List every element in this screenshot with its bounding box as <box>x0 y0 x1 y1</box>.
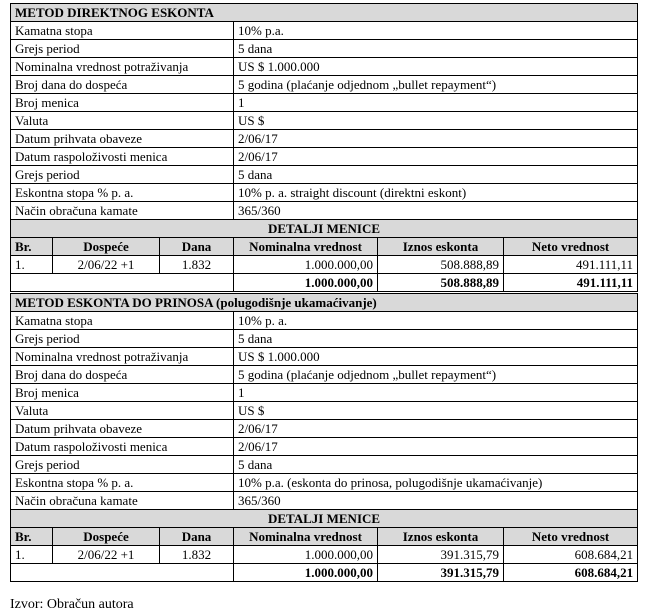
param-value: 5 dana <box>234 166 638 184</box>
param-row <box>11 148 638 166</box>
details-title: DETALJI MENICE <box>11 220 638 238</box>
param-value: 1 <box>234 384 638 402</box>
total-cell: 391.315,79 <box>378 564 504 582</box>
total-cell: 491.111,11 <box>504 274 638 292</box>
param-value: US $ 1.000.000 <box>234 348 638 366</box>
param-label: Grejs period <box>11 166 234 184</box>
table-row <box>11 546 638 564</box>
details-title-row <box>11 510 638 528</box>
param-value: 10% p. a. straight discount (direktni eskont) <box>234 184 638 202</box>
section-title: METOD DIREKTNOG ESKONTA <box>11 4 638 22</box>
param-value: 10% p.a. <box>234 22 638 40</box>
param-label: Grejs period <box>11 40 234 58</box>
param-row <box>11 402 638 420</box>
param-label: Valuta <box>11 402 234 420</box>
column-header: Iznos eskonta <box>378 238 504 256</box>
param-value: 5 dana <box>234 330 638 348</box>
table-cell: 391.315,79 <box>378 546 504 564</box>
param-row <box>11 202 638 220</box>
param-value: 5 godina (plaćanje odjednom „bullet repayment“) <box>234 76 638 94</box>
source-note: Izvor: Obračun autora <box>10 597 134 612</box>
param-row <box>11 130 638 148</box>
param-label: Datum raspoloživosti menica <box>11 438 234 456</box>
param-value: 2/06/17 <box>234 130 638 148</box>
param-row <box>11 22 638 40</box>
param-label: Način obračuna kamate <box>11 492 234 510</box>
section-title-row <box>11 4 638 22</box>
direct-discount-table <box>10 3 638 292</box>
table-body <box>11 294 638 582</box>
table-row <box>11 256 638 274</box>
param-value: 10% p.a. (eskonta do prinosa, polugodišnje ukamaćivanje) <box>234 474 638 492</box>
column-header: Dospeće <box>53 238 160 256</box>
param-label: Kamatna stopa <box>11 22 234 40</box>
param-row <box>11 184 638 202</box>
param-label: Broj dana do dospeća <box>11 366 234 384</box>
table-cell: 2/06/22 +1 <box>53 256 160 274</box>
totals-spacer <box>11 564 234 582</box>
param-label: Broj dana do dospeća <box>11 76 234 94</box>
param-value: 1 <box>234 94 638 112</box>
total-cell: 1.000.000,00 <box>234 274 378 292</box>
param-row <box>11 348 638 366</box>
param-value: 2/06/17 <box>234 148 638 166</box>
column-header: Br. <box>11 528 53 546</box>
param-value: 10% p. a. <box>234 312 638 330</box>
total-cell: 608.684,21 <box>504 564 638 582</box>
totals-row <box>11 274 638 292</box>
param-row <box>11 166 638 184</box>
table-cell: 2/06/22 +1 <box>53 546 160 564</box>
param-label: Datum prihvata obaveze <box>11 420 234 438</box>
total-cell: 508.888,89 <box>378 274 504 292</box>
param-label: Broj menica <box>11 384 234 402</box>
param-row <box>11 58 638 76</box>
param-label: Grejs period <box>11 330 234 348</box>
param-value: 2/06/17 <box>234 438 638 456</box>
totals-spacer <box>11 274 234 292</box>
param-row <box>11 384 638 402</box>
param-row <box>11 76 638 94</box>
total-cell: 1.000.000,00 <box>234 564 378 582</box>
param-row <box>11 474 638 492</box>
param-row <box>11 366 638 384</box>
column-header: Dospeće <box>53 528 160 546</box>
param-row <box>11 94 638 112</box>
param-value: 365/360 <box>234 202 638 220</box>
param-value: 2/06/17 <box>234 420 638 438</box>
param-label: Broj menica <box>11 94 234 112</box>
table-cell: 491.111,11 <box>504 256 638 274</box>
table-body <box>11 4 638 292</box>
details-title: DETALJI MENICE <box>11 510 638 528</box>
param-label: Eskontna stopa % p. a. <box>11 184 234 202</box>
table-cell: 1.000.000,00 <box>234 546 378 564</box>
table-cell: 1. <box>11 256 53 274</box>
column-header: Dana <box>160 238 234 256</box>
table-cell: 1.832 <box>160 546 234 564</box>
details-title-row <box>11 220 638 238</box>
yield-discount-table <box>10 293 638 582</box>
param-label: Kamatna stopa <box>11 312 234 330</box>
table-cell: 608.684,21 <box>504 546 638 564</box>
param-row <box>11 330 638 348</box>
param-value: 5 dana <box>234 456 638 474</box>
param-label: Valuta <box>11 112 234 130</box>
param-row <box>11 438 638 456</box>
param-row <box>11 312 638 330</box>
column-header: Neto vrednost <box>504 238 638 256</box>
param-row <box>11 456 638 474</box>
totals-row <box>11 564 638 582</box>
param-value: US $ 1.000.000 <box>234 58 638 76</box>
column-header: Neto vrednost <box>504 528 638 546</box>
column-header: Nominalna vrednost <box>234 238 378 256</box>
table-cell: 1. <box>11 546 53 564</box>
param-label: Grejs period <box>11 456 234 474</box>
param-row <box>11 420 638 438</box>
param-label: Nominalna vrednost potraživanja <box>11 58 234 76</box>
param-row <box>11 492 638 510</box>
param-label: Datum raspoloživosti menica <box>11 148 234 166</box>
param-label: Datum prihvata obaveze <box>11 130 234 148</box>
table-cell: 1.000.000,00 <box>234 256 378 274</box>
param-row <box>11 40 638 58</box>
table-cell: 1.832 <box>160 256 234 274</box>
param-label: Nominalna vrednost potraživanja <box>11 348 234 366</box>
section-title: METOD ESKONTA DO PRINOSA (polugodišnje ukamaćivanje) <box>11 294 638 312</box>
column-header: Nominalna vrednost <box>234 528 378 546</box>
param-value: 5 dana <box>234 40 638 58</box>
details-header-row <box>11 528 638 546</box>
table-cell: 508.888,89 <box>378 256 504 274</box>
param-row <box>11 112 638 130</box>
column-header: Br. <box>11 238 53 256</box>
param-value: US $ <box>234 402 638 420</box>
param-label: Način obračuna kamate <box>11 202 234 220</box>
details-header-row <box>11 238 638 256</box>
column-header: Iznos eskonta <box>378 528 504 546</box>
param-value: 5 godina (plaćanje odjednom „bullet repayment“) <box>234 366 638 384</box>
param-value: US $ <box>234 112 638 130</box>
param-value: 365/360 <box>234 492 638 510</box>
column-header: Dana <box>160 528 234 546</box>
param-label: Eskontna stopa % p. a. <box>11 474 234 492</box>
section-title-row <box>11 294 638 312</box>
